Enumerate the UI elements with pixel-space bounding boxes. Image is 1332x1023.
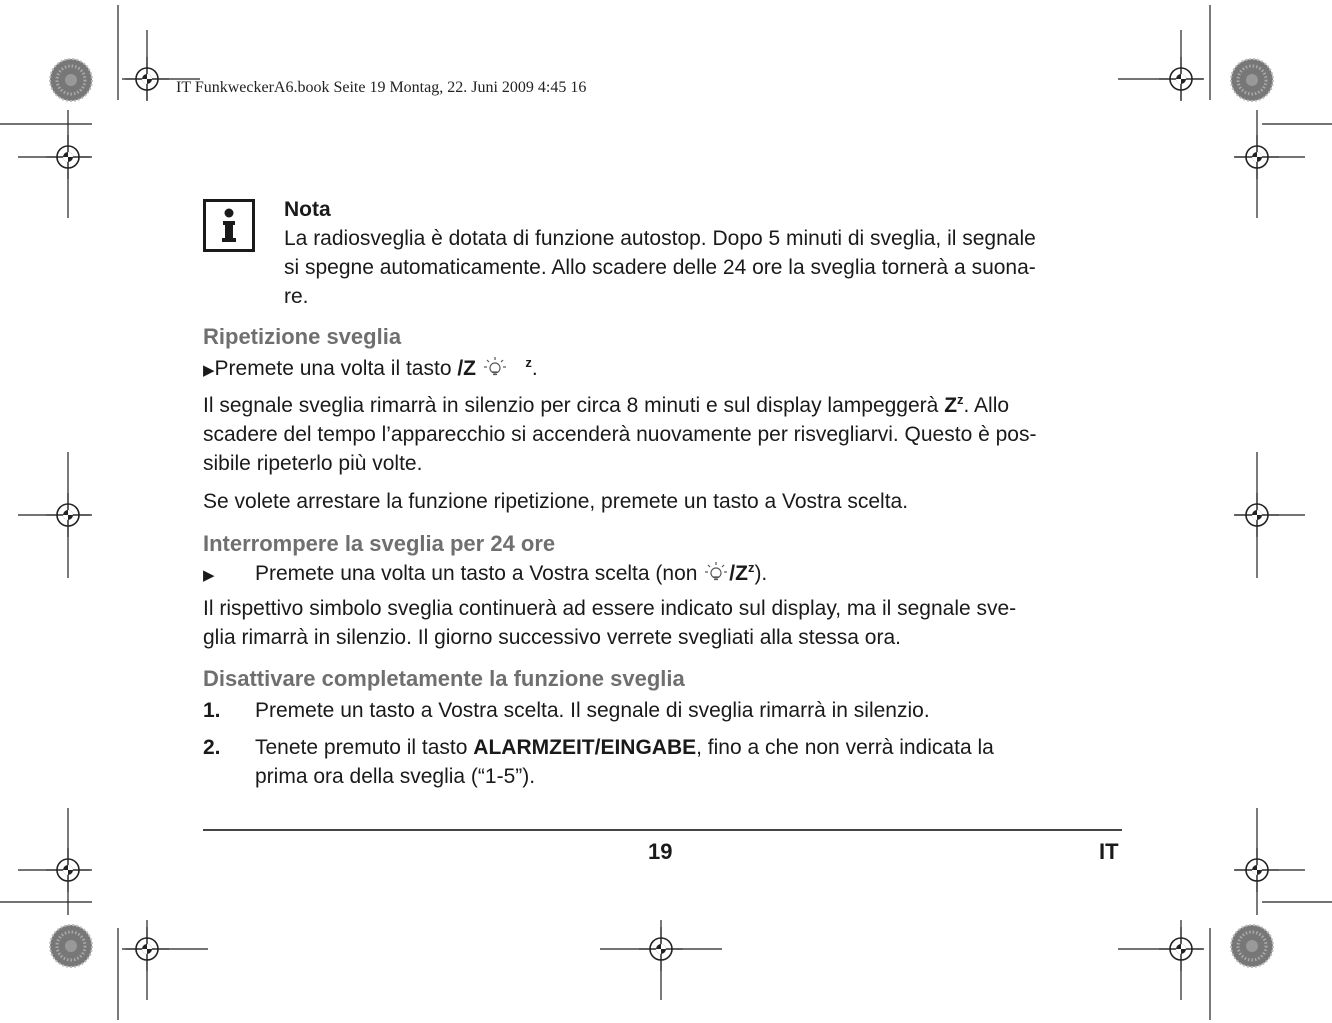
registration-mark-icon [1235, 135, 1279, 179]
bullet-interrompere: Premete una volta un tasto a Vostra scelta (non $/Z^z$). [255, 560, 768, 585]
color-wheel-icon [1231, 59, 1273, 101]
heading-disattivare: Disattivare completamente la funzione sveglia [203, 666, 685, 691]
light-icon [703, 561, 729, 583]
registration-mark-icon [1159, 927, 1203, 971]
para-ripetizione-3: sibile ripeterlo più volte. [203, 452, 423, 475]
info-icon [203, 199, 255, 252]
note-line-3: re. [284, 285, 309, 308]
note-line-2: si spegne automaticamente. Allo scadere delle 24 ore la sveglia tornerà a suona- [284, 256, 1036, 279]
registration-mark-icon [1235, 848, 1279, 892]
step-number-1: 1. [203, 699, 221, 722]
para-ripetizione-2: scadere del tempo l’apparecchio si accenderà nuovamente per risvegliarvi. Questo è pos- [203, 423, 1037, 446]
note-title: Nota [284, 198, 331, 221]
para-arrestare: Se volete arrestare la funzione ripetizione, premete un tasto a Vostra scelta. [203, 490, 909, 513]
bullet-marker: ▶ [203, 362, 215, 379]
key-alarmzeit: ALARMZEIT/EINGABE [473, 736, 697, 759]
registration-mark-icon [1159, 57, 1203, 101]
note-line-1: La radiosveglia è dotata di funzione autostop. Dopo 5 minuti di sveglia, il segnale [284, 227, 1036, 250]
step-text-2-cont: prima ora della sveglia (“1-5”). [255, 765, 536, 788]
registration-mark-icon [1235, 493, 1279, 537]
bullet-ripetizione [203, 354, 538, 385]
para-interrompere-2: glia rimarrà in silenzio. Il giorno successivo verrete svegliati alla stessa ora. [203, 626, 901, 649]
para-ripetizione-1: Il segnale sveglia rimarrà in silenzio per circa 8 minuti e sul display lampeggerà $Z^z$. Allo [203, 392, 1010, 417]
registration-mark-icon [46, 493, 90, 537]
bullet-end: . [531, 357, 538, 380]
light-icon [482, 356, 508, 378]
color-wheel-icon [50, 925, 92, 967]
step-text-1: Premete un tasto a Vostra scelta. Il segnale di sveglia rimarrà in silenzio. [255, 699, 930, 722]
heading-ripetizione: Ripetizione sveglia [203, 324, 402, 349]
color-wheel-icon [1231, 925, 1273, 967]
heading-interrompere: Interrompere la sveglia per 24 ore [203, 531, 556, 556]
step-text-2: Tenete premuto il tasto ALARMZEIT/EINGABE, fino a che non verrà indicata la [255, 736, 994, 759]
page-number: 19 [648, 839, 673, 864]
registration-mark-icon [639, 927, 683, 971]
bullet-text: Premete una volta il tasto [214, 357, 458, 380]
language-code: IT [1099, 839, 1119, 864]
key-label: /Z [457, 357, 477, 380]
registration-mark-icon [125, 57, 169, 101]
color-wheel-icon [50, 59, 92, 101]
bullet-marker-2: ▶ [203, 567, 215, 584]
footer-rule [203, 829, 1122, 831]
step-number-2: 2. [203, 736, 221, 759]
registration-mark-icon [46, 848, 90, 892]
registration-mark-icon [46, 135, 90, 179]
para-interrompere-1: Il rispettivo simbolo sveglia continuerà ad essere indicato sul display, ma il segnale sve- [203, 597, 1017, 620]
sup-z: z [525, 355, 532, 370]
registration-mark-icon [125, 927, 169, 971]
print-header: IT FunkweckerA6.book Seite 19 Montag, 22. Juni 2009 4:45 16 [176, 79, 587, 96]
